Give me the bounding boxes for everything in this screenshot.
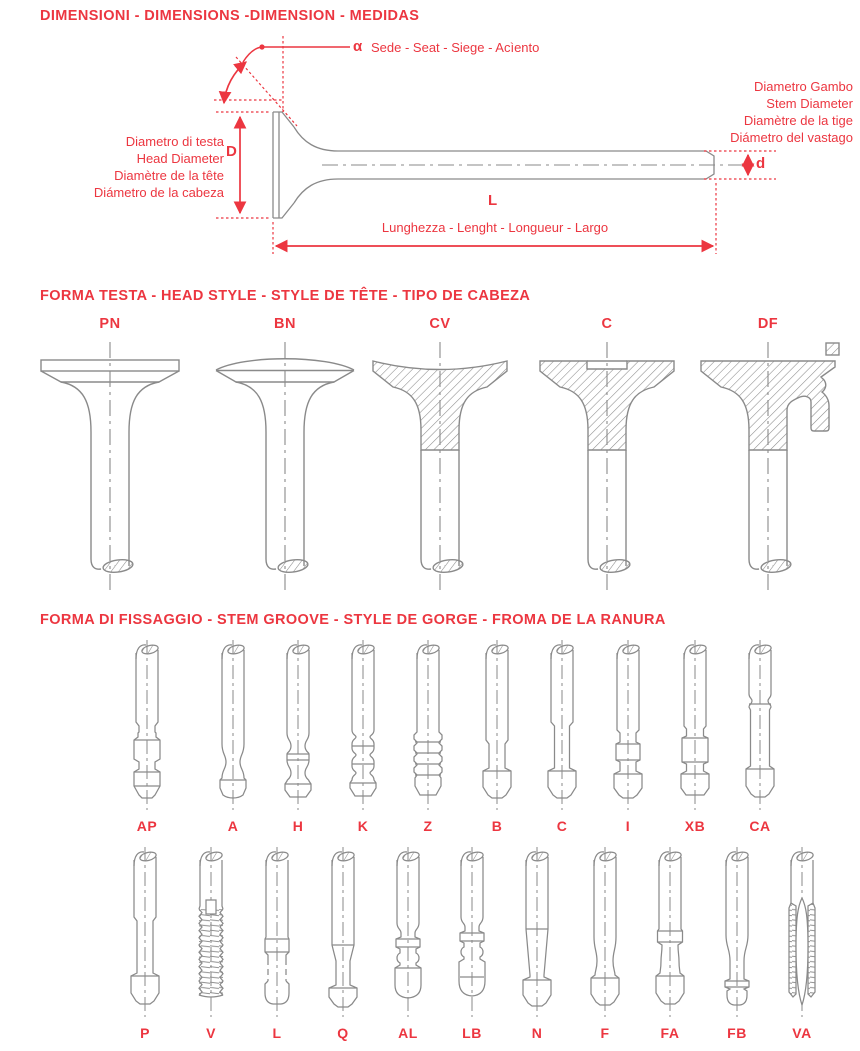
stem-groove-label: C <box>556 818 568 834</box>
stem-groove-label: CA <box>749 818 771 834</box>
length-label: Lunghezza - Lenght - Longueur - Largo <box>381 220 609 235</box>
head-style-drawing-pn <box>35 340 185 598</box>
stem-groove-figure-f <box>577 845 633 1041</box>
stem-groove-drawing-c <box>534 638 590 816</box>
stem-diameter-symbol: d <box>756 155 766 172</box>
stem-groove-figure-ca <box>732 638 788 834</box>
stem-groove-label: P <box>140 1025 150 1041</box>
dimensions-title: DIMENSIONI - DIMENSIONS -DIMENSION - MEDIDAS <box>40 8 420 24</box>
stem-groove-figure-h <box>270 638 326 834</box>
stem-groove-label: AP <box>136 818 158 834</box>
stem-groove-label: H <box>292 818 304 834</box>
stem-groove-figure-q <box>315 845 371 1041</box>
stem-groove-figure-n <box>509 845 565 1041</box>
head-style-label: BN <box>274 316 296 332</box>
stem-groove-drawing-b <box>469 638 525 816</box>
dimensions-section <box>0 0 860 278</box>
head-style-figure-bn <box>210 316 360 598</box>
stem-groove-label: FA <box>660 1025 680 1041</box>
stem-groove-figure-lb <box>444 845 500 1041</box>
stem-groove-drawing-va <box>774 845 830 1023</box>
stem-groove-drawing-l <box>249 845 305 1023</box>
stem-diameter-label: Diametro Gambo Stem Diameter Diamètre de la tige Diámetro del vastago <box>730 79 853 145</box>
head-style-drawing-df <box>693 340 843 598</box>
stem-groove-label: F <box>600 1025 610 1041</box>
stem-groove-drawing-p <box>117 845 173 1023</box>
stem-groove-figure-fa <box>642 845 698 1041</box>
stem-groove-drawing-f <box>577 845 633 1023</box>
stem-groove-drawing-lb <box>444 845 500 1023</box>
head-style-figure-pn <box>35 316 185 598</box>
stem-groove-figure-z <box>400 638 456 834</box>
stem-groove-figure-va <box>774 845 830 1041</box>
stem-groove-figure-v <box>183 845 239 1041</box>
stem-groove-drawing-xb <box>667 638 723 816</box>
stem-groove-drawing-a <box>205 638 261 816</box>
stem-groove-label: K <box>357 818 369 834</box>
stem-groove-drawing-h <box>270 638 326 816</box>
stem-groove-drawing-q <box>315 845 371 1023</box>
stem-groove-drawing-ap <box>119 638 175 816</box>
stem-groove-figure-ap <box>119 638 175 834</box>
stem-groove-label: VA <box>792 1025 812 1041</box>
head-diameter-symbol: D <box>226 143 237 160</box>
stem-groove-drawing-v <box>183 845 239 1023</box>
stem-groove-label: N <box>531 1025 543 1041</box>
stem-groove-figure-xb <box>667 638 723 834</box>
stem-groove-figure-p <box>117 845 173 1041</box>
stem-groove-drawing-fb <box>709 845 765 1023</box>
stem-groove-label: XB <box>684 818 706 834</box>
stem-groove-label: A <box>227 818 239 834</box>
alpha-symbol: α <box>353 38 363 55</box>
stem-groove-drawing-n <box>509 845 565 1023</box>
stem-groove-figure-k <box>335 638 391 834</box>
head-style-label: C <box>601 316 613 332</box>
head-style-section <box>0 288 860 608</box>
stem-groove-figure-l <box>249 845 305 1041</box>
head-style-title: FORMA TESTA - HEAD STYLE - STYLE DE TÊTE - TIPO DE CABEZA <box>40 288 531 304</box>
stem-groove-figure-b <box>469 638 525 834</box>
stem-groove-label: FB <box>727 1025 747 1041</box>
head-style-label: PN <box>99 316 121 332</box>
stem-groove-drawing-k <box>335 638 391 816</box>
stem-groove-label: B <box>491 818 503 834</box>
stem-groove-drawing-i <box>600 638 656 816</box>
stem-groove-label: Z <box>423 818 433 834</box>
stem-groove-label: LB <box>462 1025 482 1041</box>
head-style-label: DF <box>757 316 779 332</box>
head-style-label: CV <box>429 316 451 332</box>
stem-groove-drawing-ca <box>732 638 788 816</box>
stem-groove-label: I <box>625 818 631 834</box>
stem-groove-figure-i <box>600 638 656 834</box>
head-style-figure-df <box>693 316 843 598</box>
stem-groove-label: V <box>206 1025 216 1041</box>
stem-groove-title: FORMA DI FISSAGGIO - STEM GROOVE - STYLE DE GORGE - FROMA DE LA RANURA <box>40 612 666 628</box>
stem-groove-drawing-al <box>380 845 436 1023</box>
head-style-drawing-cv <box>365 340 515 598</box>
head-style-figure-cv <box>365 316 515 598</box>
stem-groove-label: AL <box>398 1025 418 1041</box>
length-symbol: L <box>488 192 498 209</box>
stem-groove-label: L <box>272 1025 282 1041</box>
stem-groove-section <box>0 612 860 1051</box>
stem-groove-figure-a <box>205 638 261 834</box>
seat-label: Sede - Seat - Siege - Acìento <box>371 40 540 55</box>
stem-groove-figure-c <box>534 638 590 834</box>
stem-groove-drawing-z <box>400 638 456 816</box>
head-style-figure-c <box>532 316 682 598</box>
stem-groove-label: Q <box>337 1025 349 1041</box>
head-diameter-label: Diametro di testa Head Diameter Diamètre de la tête Diámetro de la cabeza <box>93 134 224 200</box>
stem-groove-figure-fb <box>709 845 765 1041</box>
stem-groove-drawing-fa <box>642 845 698 1023</box>
head-style-drawing-c <box>532 340 682 598</box>
head-style-drawing-bn <box>210 340 360 598</box>
stem-groove-figure-al <box>380 845 436 1041</box>
